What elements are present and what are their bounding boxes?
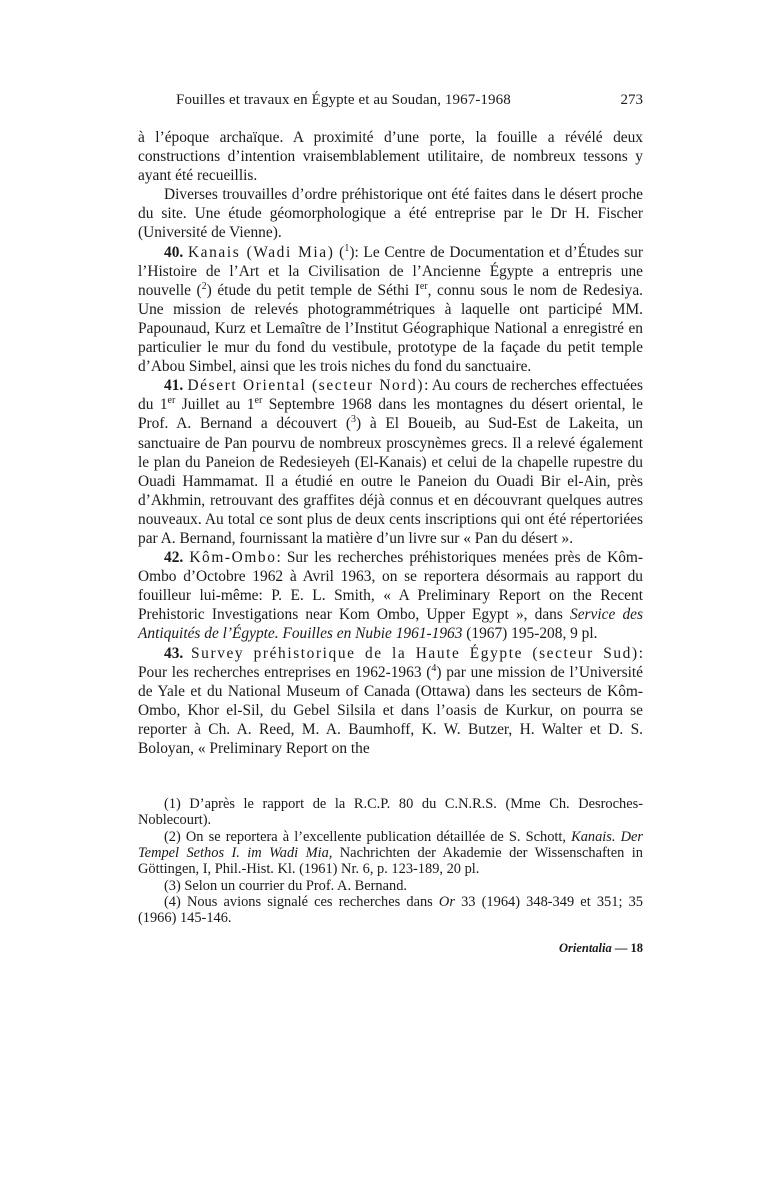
footnote-ref: 1	[344, 242, 350, 254]
paragraph-continuation: à l’époque archaïque. A proximité d’une porte, la fouille a révélé deux constructions d’intention vraisemblablement utilitaire, de nombreux tessons y ayant été recueillis.	[138, 129, 643, 185]
body-text	[138, 128, 643, 758]
journal-name: Orientalia	[558, 941, 612, 956]
section-heading: Désert Oriental (secteur Nord)	[187, 377, 425, 395]
footnote-3: (3) Selon un courrier du Prof. A. Bernand.	[164, 877, 407, 894]
section-number: 43.	[164, 644, 184, 662]
footnote-ref: 4	[431, 662, 437, 674]
footnote-ref: 2	[201, 280, 207, 292]
section-number: 41.	[164, 377, 184, 395]
footnotes	[138, 796, 643, 926]
page	[138, 92, 643, 956]
ordinal-suffix: er	[254, 395, 263, 407]
footnote-4: (4) Nous avions signalé ces recherches dans Or 33 (1964) 348-349 et 351; 35 (1966) 145-146.	[138, 893, 643, 927]
footnote-ref: 3	[350, 414, 356, 426]
footnote-mark: (4)	[164, 893, 181, 910]
sheet-number: — 18	[611, 941, 643, 956]
section-41-desert-oriental: 41. Désert Oriental (secteur Nord): Au cours de recherches effectuées du 1er Juillet au 1er Septembre 1968 dans les montagnes du désert oriental, le Prof. A. Bernand a découvert ($^3$) à El Boueib, au Sud-Est de Lakeita, un sanctuaire de Pan pourvu de nombreux proscynèmes grecs. Il a relevé également le plan du Paneion de Redesieyeh (El-Kanais) et celui de la chapelle rupestre du Ouadi Hammamat. Il a étudié en outre le Paneion du Ouadi Bir el-Ain, près d’Akhmin, retrouvant des graffites déjà connus et en découvrant quelques autres nouveaux. Au total ce sont plus de deux cents inscriptions qui ont été répertoriées par A. Bernand, fournissant la matière d’un livre sur « Pan du désert ».	[138, 377, 643, 547]
section-number: 40.	[164, 243, 184, 261]
section-42-kom-ombo: 42. Kôm-Ombo: Sur les recherches préhistoriques menées près de Kôm-Ombo d’Octobre 1962 à Avril 1963, on se reportera désormais au rapport du fouilleur lui-même: P. E. L. Smith, « A Preliminary Report on the Recent Prehistoric Investigations near Kom Ombo, Upper Egypt », dans Service des Antiquités de l’Égypte. Fouilles en Nubie 1961-1963 (1967) 195-208, 9 pl.	[138, 549, 643, 643]
footnote-mark: (3)	[164, 877, 181, 894]
page-number: 273	[620, 92, 643, 108]
sheet-signature	[138, 941, 643, 956]
footnote-1: (1) D’après le rapport de la R.C.P. 80 du C.N.R.S. (Mme Ch. Desroches-Noblecourt).	[138, 796, 643, 829]
section-43-survey: 43. Survey préhistorique de la Haute Égypte (secteur Sud): Pour les recherches entreprises en 1962-1963 ($^4$) par une mission de l’Université de Yale et du National Museum of Canada (Ottawa) dans les secteurs de Kôm-Ombo, Khor el-Sil, du Gebel Silsila et dans l’oasis de Kurkur, on pourra se reporter à Ch. A. Reed, M. A. Baumhoff, K. W. Butzer, H. Walter et D. S. Boloyan, « Preliminary Report on the	[138, 644, 643, 757]
section-number: 42.	[164, 549, 184, 567]
section-heading: Kôm-Ombo	[189, 549, 277, 567]
footnote-2: (2) On se reportera à l’excellente publication détaillée de S. Schott, Kanais. Der Tempel Sethos I. im Wadi Mia, Nachrichten der Akademie der Wissenschaften in Göttingen, I, Phil.-Hist. Kl. (1961) Nr. 6, p. 123-189, 20 pl.	[138, 828, 644, 878]
running-head	[138, 92, 643, 114]
section-heading: Kanais (Wadi Mia)	[187, 243, 335, 261]
footnote-mark: (1)	[164, 796, 181, 813]
section-40-kanais: 40. Kanais (Wadi Mia) ($^1$): Le Centre de Documentation et d’Études sur l’Histoire de l’Art et la Civilisation de l’Ancienne Égypte a entrepris une nouvelle ($^2$) étude du petit temple de Séthi Ier, connu sous le nom de Redesiya. Une mission de relevés photogrammétriques à laquelle ont participé MM. Papounaud, Kurz et Lemaître de l’Institut Géographique National a enregistré en particulier le mur du fond du vestibule, prototype de la façade du petit temple d’Abou Simbel, ainsi que les trois niches du fond du sanctuaire.	[138, 242, 643, 376]
section-heading: Survey préhistorique de la Haute Égypte (secteur Sud)	[191, 644, 639, 662]
footnote-mark: (2)	[164, 828, 181, 845]
ordinal-suffix: er	[419, 280, 428, 292]
running-title: Fouilles et travaux en Égypte et au Soudan, 1967-1968	[176, 92, 511, 108]
publication-title: Service des Antiquités de l’Égypte. Fouilles en Nubie 1961-1963	[138, 606, 643, 643]
ordinal-suffix: er	[167, 395, 176, 407]
paragraph-prehistoric-finds: Diverses trouvailles d’ordre préhistorique ont été faites dans le désert proche du site. Une étude géomorphologique a été entreprise par le Dr H. Fischer (Université de Vienne).	[138, 186, 643, 242]
